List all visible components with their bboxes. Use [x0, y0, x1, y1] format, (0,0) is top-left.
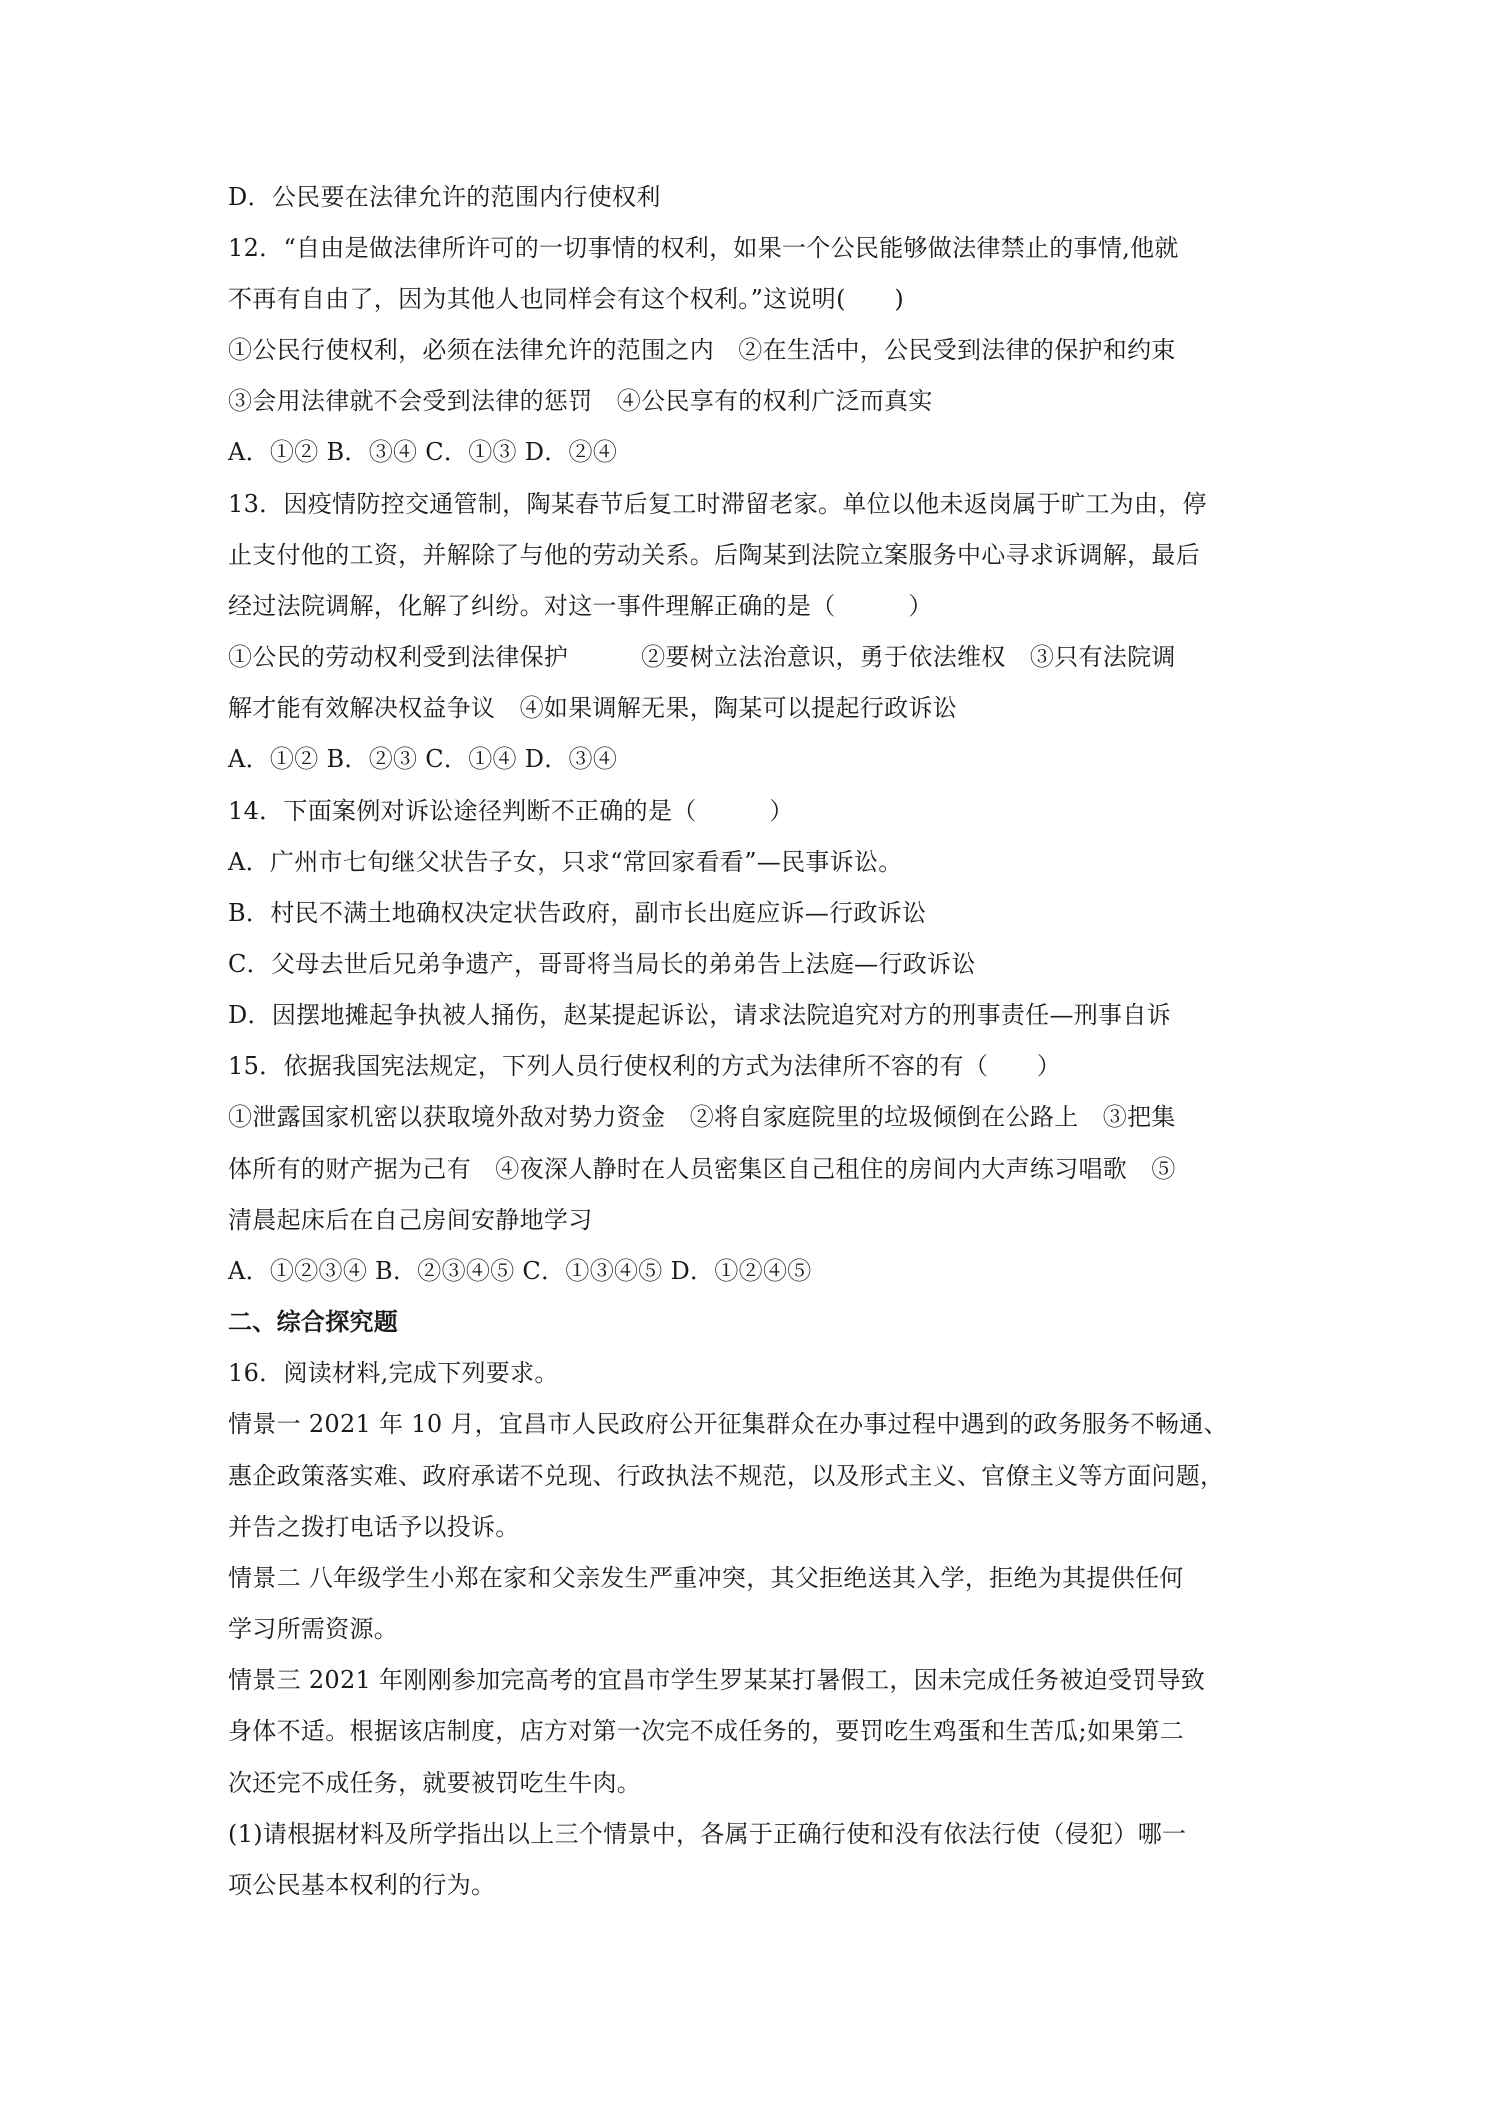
question-15-choices-line-3: 清晨起床后在自己房间安静地学习	[228, 1206, 593, 1234]
question-15-choices-line-2: 体所有的财产据为己有 ④夜深人静时在人员密集区自己租住的房间内大声练习唱歌 ⑤	[228, 1155, 1176, 1183]
question-15-choices-line-1: ①泄露国家机密以获取境外敌对势力资金 ②将自家庭院里的垃圾倾倒在公路上 ③把集	[228, 1103, 1176, 1131]
scenario-3-line-2: 身体不适。根据该店制度，店方对第一次完不成任务的，要罚吃生鸡蛋和生苦瓜;如果第二	[228, 1717, 1185, 1745]
scenario-2-line-1: 情景二 八年级学生小郑在家和父亲发生严重冲突，其父拒绝送其入学，拒绝为其提供任何	[228, 1564, 1184, 1592]
question-12-line-1: 12．“自由是做法律所许可的一切事情的权利，如果一个公民能够做法律禁止的事情,他就	[228, 234, 1179, 262]
question-15-options: A．①②③④ B．②③④⑤ C．①③④⑤ D．①②④⑤	[228, 1257, 812, 1285]
scenario-3-line-1: 情景三 2021 年刚刚参加完高考的宜昌市学生罗某某打暑假工，因未完成任务被迫受罚导致	[228, 1666, 1206, 1694]
question-12-line-2: 不再有自由了，因为其他人也同样会有这个权利。”这说明( )	[228, 285, 904, 313]
question-13-line-1: 13．因疫情防控交通管制，陶某春节后复工时滞留老家。单位以他未返岗属于旷工为由，停	[228, 490, 1207, 518]
section-heading: 二、综合探究题	[228, 1307, 399, 1336]
question-12-choices-line-2: ③会用法律就不会受到法律的惩罚 ④公民享有的权利广泛而真实	[228, 387, 933, 415]
scenario-1-line-2: 惠企政策落实难、政府承诺不兑现、行政执法不规范，以及形式主义、官僚主义等方面问题，	[228, 1462, 1225, 1490]
question-14-option-c: C．父母去世后兄弟争遗产，哥哥将当局长的弟弟告上法庭—行政诉讼	[228, 950, 976, 978]
sub-question-1-line-1: (1)请根据材料及所学指出以上三个情景中，各属于正确行使和没有依法行使（侵犯）哪一	[228, 1820, 1187, 1848]
scenario-1-line-1: 情景一 2021 年 10 月，宜昌市人民政府公开征集群众在办事过程中遇到的政务服务不畅通、	[228, 1410, 1228, 1438]
question-12-choices-line-1: ①公民行使权利，必须在法律允许的范围之内 ②在生活中，公民受到法律的保护和约束	[228, 336, 1176, 364]
scenario-3-line-3: 次还完不成任务，就要被罚吃生牛肉。	[228, 1769, 642, 1797]
option-11-d: D．公民要在法律允许的范围内行使权利	[228, 183, 661, 211]
question-13-options: A．①② B．②③ C．①④ D．③④	[228, 745, 618, 773]
question-13-choices-line-2: 解才能有效解决权益争议 ④如果调解无果，陶某可以提起行政诉讼	[228, 694, 957, 722]
question-12-options: A．①② B．③④ C．①③ D．②④	[228, 438, 618, 466]
question-14-stem: 14．下面案例对诉讼途径判断不正确的是（ ）	[228, 797, 794, 825]
sub-question-1-line-2: 项公民基本权利的行为。	[228, 1871, 496, 1899]
question-16-stem: 16．阅读材料,完成下列要求。	[228, 1359, 559, 1387]
question-15-stem: 15．依据我国宪法规定，下列人员行使权利的方式为法律所不容的有（ ）	[228, 1052, 1062, 1080]
scenario-1-line-3: 并告之拨打电话予以投诉。	[228, 1513, 520, 1541]
question-14-option-b: B．村民不满土地确权决定状告政府，副市长出庭应诉—行政诉讼	[228, 899, 927, 927]
question-13-line-2: 止支付他的工资，并解除了与他的劳动关系。后陶某到法院立案服务中心寻求诉调解，最后	[228, 541, 1200, 569]
question-14-option-d: D．因摆地摊起争执被人捅伤，赵某提起诉讼，请求法院追究对方的刑事责任—刑事自诉	[228, 1001, 1171, 1029]
question-13-line-3: 经过法院调解，化解了纠纷。对这一事件理解正确的是（ ）	[228, 592, 933, 620]
scenario-2-line-2: 学习所需资源。	[228, 1615, 399, 1643]
question-13-choices-line-1: ①公民的劳动权利受到法律保护 ②要树立法治意识，勇于依法维权 ③只有法院调	[228, 643, 1176, 671]
question-14-option-a: A．广州市七旬继父状告子女，只求“常回家看看”—民事诉讼。	[228, 848, 903, 876]
